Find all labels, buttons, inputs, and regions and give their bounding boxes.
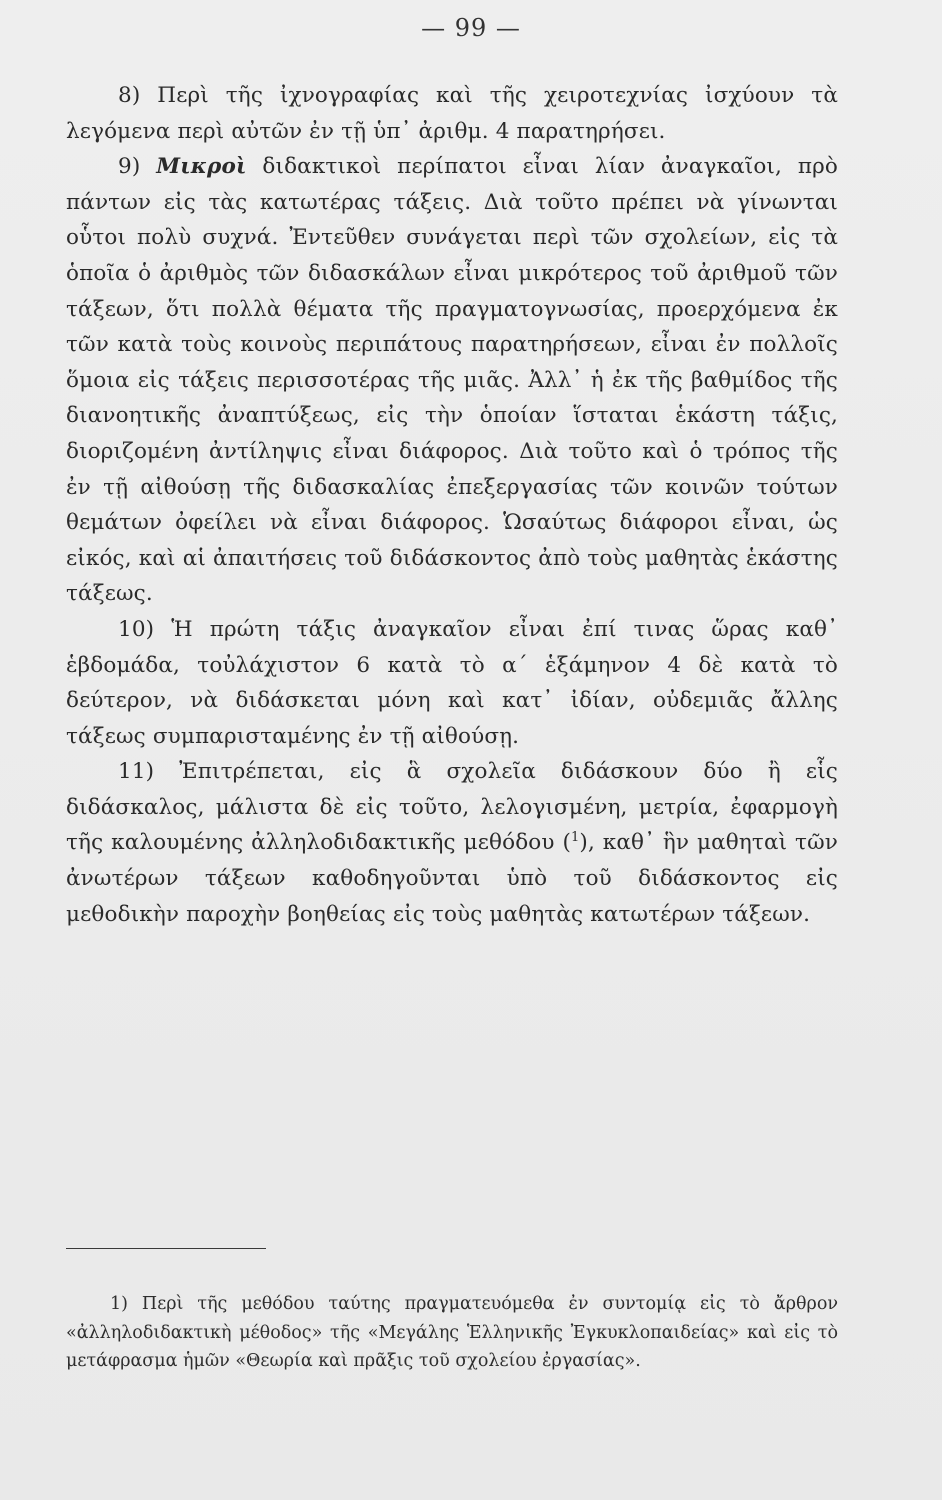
paragraph-9-emphasis: Μικροὶ	[156, 154, 247, 180]
paragraph-10: 10) Ἡ πρώτη τάξις ἀναγκαῖον εἶναι ἐπί τινας ὥρας καθ᾽ ἑβδομάδα, τοὐλάχιστον 6 κατὰ τὸ α΄ ἑξάμηνον 4 δὲ κατὰ τὸ δεύτερον, νὰ διδάσκεται μόνη καὶ κατ᾽ ἰδίαν, οὐδεμιᾶς ἄλλης τάξεως συμπαρισταμένης ἐν τῇ αἰθούσῃ.	[66, 616, 838, 749]
paragraph-9	[66, 149, 838, 612]
body-text	[66, 78, 838, 932]
paragraph-9-label: 9)	[118, 154, 141, 180]
footnote-divider	[66, 1248, 266, 1249]
paragraph-11-text-before: 11) Ἐπιτρέπεται, εἰς ἃ σχολεῖα διδάσκουν δύο ἢ εἷς διδάσκαλος, μάλιστα δὲ εἰς τοῦτο, λελογισμένη, μετρία, ἐφαρμογὴ τῆς καλουμένης ἀλληλοδιδακτικῆς μεθόδου (	[66, 759, 838, 856]
page-number: — 99 —	[421, 14, 521, 42]
paragraph-11	[66, 754, 838, 932]
paragraph-9-text: διδακτικοὶ περίπατοι εἶναι λίαν ἀναγκαῖοι, πρὸ πάντων εἰς τὰς κατωτέρας τάξεις. Διὰ τοῦτο πρέπει νὰ γίνωνται οὗτοι πολὺ συχνά. Ἐντεῦθεν συνάγεται περὶ τῶν σχολείων, εἰς τὰ ὁποῖα ὁ ἀριθμὸς τῶν διδασκάλων εἶναι μικρότερος τοῦ ἀριθμοῦ τῶν τάξεων, ὅτι πολλὰ θέματα τῆς πραγματογνωσίας, προερχόμενα ἐκ τῶν κατὰ τοὺς κοινοὺς περιπάτους παρατηρήσεων, εἶναι ἐν πολλοῖς ὅμοια εἰς τάξεις περισσοτέρας τῆς μιᾶς. Ἀλλ᾽ ἡ ἐκ τῆς βαθμίδος τῆς διανοητικῆς ἀναπτύξεως, εἰς τὴν ὁποίαν ἵσταται ἑκάστη τάξις, διοριζομένη ἀντίληψις εἶναι διάφορος. Διὰ τοῦτο καὶ ὁ τρόπος τῆς ἐν τῇ αἰθούσῃ τῆς διδασκαλίας ἐπεξεργασίας τῶν κοινῶν τούτων θεμάτων ὀφείλει νὰ εἶναι διάφορος. Ὡσαύτως διάφοροι εἶναι, ὡς εἰκός, καὶ αἱ ἀπαιτήσεις τοῦ διδάσκοντος ἀπὸ τοὺς μαθητὰς ἑκάστης τάξεως.	[66, 154, 839, 607]
footnotes	[66, 1290, 838, 1376]
paragraph-11-text-after: ), καθ᾽ ἣν μαθηταὶ τῶν ἀνωτέρων τάξεων καθοδηγοῦνται ὑπὸ τοῦ διδάσκοντος εἰς μεθοδικὴν παροχὴν βοηθείας εἰς τοὺς μαθητὰς κατωτέρων τάξεων.	[66, 830, 838, 927]
footnote-1: 1) Περὶ τῆς μεθόδου ταύτης πραγματευόμεθα ἐν συντομίᾳ εἰς τὸ ἄρθρον «ἀλληλοδιδακτικὴ μέθοδος» τῆς «Μεγάλης Ἑλληνικῆς Ἐγκυκλοπαιδείας» καὶ εἰς τὸ μετάφρασμα ἡμῶν «Θεωρία καὶ πρᾶξις τοῦ σχολείου ἐργασίας».	[66, 1294, 838, 1371]
footnote-reference: 1	[571, 830, 580, 846]
paragraph-8: 8) Περὶ τῆς ἰχνογραφίας καὶ τῆς χειροτεχνίας ἰσχύουν τὰ λεγόμενα περὶ αὐτῶν ἐν τῇ ὑπ᾽ ἀριθμ. 4 παρατηρήσει.	[66, 83, 838, 144]
